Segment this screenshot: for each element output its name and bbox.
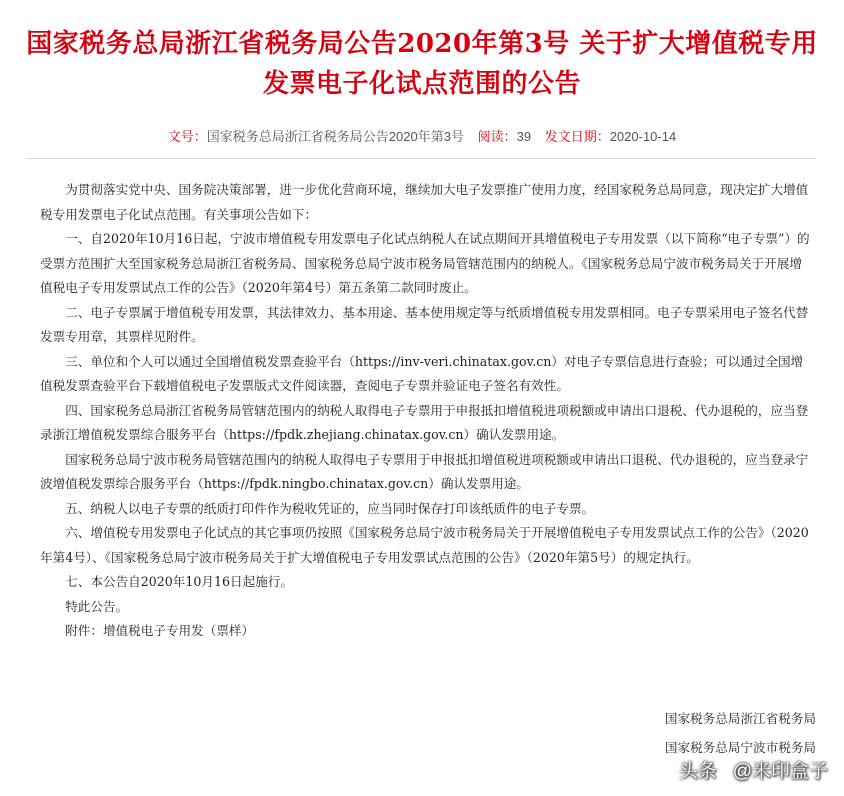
- paragraph-item-4b: [40, 448, 814, 497]
- paragraph-item-5-text: 五、纳税人以电子专票的纸质打印件作为税收凭证的，应当同时保存打印该纸质件的电子专票。: [40, 500, 595, 516]
- paragraph-item-2-text: 二、电子专票属于增值税专用发票，其法律效力、基本用途、基本使用规定等与纸质增值税专用发票相同。电子专票采用电子签名代替发票专用章，其票样见附件。: [40, 304, 809, 344]
- paragraph-intro-text: 为贯彻落实党中央、国务院决策部署，进一步优化营商环境，继续加大电子发票推广使用力度，经国家税务总局同意，现决定扩大增值税专用发票电子化试点范围。有关事项公告如下：: [40, 182, 809, 222]
- issue-date-label: 发文日期：: [544, 129, 610, 144]
- paragraph-intro: [40, 178, 814, 227]
- issue-date: 2020-10-14: [609, 129, 677, 144]
- attachment-link: 附件：增值税电子专用发（票样）: [40, 623, 255, 638]
- read-count: 39: [516, 129, 532, 144]
- signature-ningbo: 国家税务总局宁波市税务局: [664, 740, 816, 755]
- toutiao-logo-icon: [720, 761, 730, 785]
- watermark-prefix: 头条: [678, 761, 717, 782]
- paragraph-item-3: [40, 350, 814, 399]
- source-watermark: [679, 756, 828, 785]
- paragraph-item-1-text: 一、自2020年10月16日起，宁波市增值税专用发票电子化试点纳税人在试点期间开具增值税电子专用发票（以下简称“电子专票”）的受票方范围扩大至国家税务总局浙江省税务局、国家税务总局宁波市税务局管辖范围内的纳税人。《国家税务总局宁波市税务局关于开展增值税电子专用发票试点工作的公告》（2020年第4号）第五条第二款同时废止。: [40, 231, 810, 295]
- paragraph-item-4-text: 四、国家税务总局浙江省税务局管辖范围内的纳税人取得电子专票用于申报抵扣增值税进项税额或申请出口退税、代办退税的，应当登录浙江增值税发票综合服务平台（https://fpdk.zhejiang.chinatax.gov.cn）确认发票用途。: [40, 402, 809, 442]
- doc-number-label: 文号：: [167, 129, 207, 144]
- paragraph-item-7-text: 七、本公告自2020年10月16日起施行。: [40, 574, 294, 589]
- paragraph-item-4: [40, 399, 814, 448]
- paragraph-item-3-text: 三、单位和个人可以通过全国增值税发票查验平台（https://inv-veri.chinatax.gov.cn）对电子专票信息进行查验；可以通过全国增值税发票查验平台下载增值税电子发票版式文件阅读器，查阅电子专票并验证电子签名有效性。: [40, 353, 804, 393]
- paragraph-item-2: [40, 301, 814, 350]
- page-title: [0, 24, 844, 104]
- paragraph-item-6-text: 六、增值税专用发票电子化试点的其它事项仍按照《国家税务总局宁波市税务局关于开展增值税电子专用发票试点工作的公告》（2020年第4号）、《国家税务总局宁波市税务局关于扩大增值税电子专用发票试点范围的公告》（2020年第5号）的规定执行。: [40, 525, 809, 565]
- watermark-author: @米印盒子: [732, 761, 828, 782]
- paragraph-closing: [40, 595, 814, 620]
- paragraph-item-5: [40, 497, 814, 522]
- paragraph-closing-text: 特此公告。: [40, 598, 129, 614]
- paragraph-item-7: [40, 570, 814, 595]
- paragraph-item-1: [40, 227, 814, 301]
- paragraph-attachment: [40, 619, 814, 644]
- title-line-1: 国家税务总局浙江省税务局公告2020年第3号 关于扩大增值税专用: [26, 29, 818, 59]
- document-meta: [0, 126, 844, 145]
- header-divider: [26, 158, 816, 159]
- title-line-2: 发票电子化试点范围的公告: [262, 69, 581, 99]
- paragraph-item-4b-text: 国家税务总局宁波市税务局管辖范围内的纳税人取得电子专票用于申报抵扣增值税进项税额或申请出口退税、代办退税的，应当登录宁波增值税发票综合服务平台（https://fpdk.ningbo.chinatax.gov.cn）确认发票用途。: [40, 451, 809, 491]
- doc-number: 国家税务总局浙江省税务局公告2020年第3号: [206, 129, 464, 144]
- paragraph-item-6: [40, 521, 814, 570]
- signature-zhejiang: 国家税务总局浙江省税务局: [664, 711, 816, 726]
- article-body: [40, 178, 814, 644]
- read-count-label: 阅读：: [477, 129, 517, 144]
